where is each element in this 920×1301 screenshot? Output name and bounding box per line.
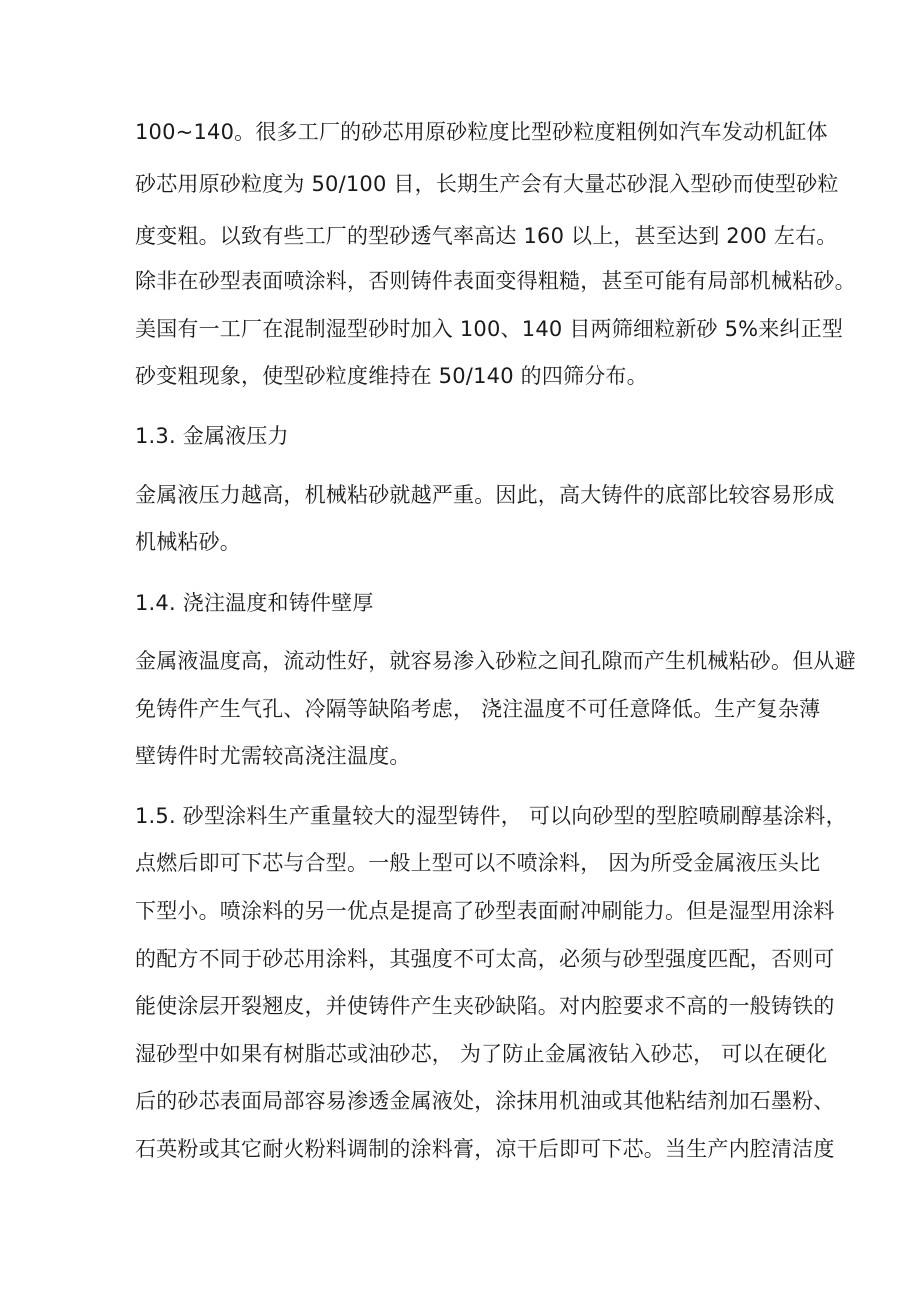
paragraph-line: 下型小。喷涂料的另一优点是提高了砂型表面耐冲刷能力。但是湿型用涂料 bbox=[135, 899, 835, 923]
section-heading: 1.4. 浇注温度和铸件壁厚 bbox=[135, 591, 374, 615]
paragraph-line: 度变粗。以致有些工厂的型砂透气率高达 160 以上，甚至达到 200 左右。 bbox=[135, 224, 838, 248]
paragraph-line: 除非在砂型表面喷涂料，否则铸件表面变得粗糙，甚至可能有局部机械粘砂。 bbox=[135, 269, 856, 293]
paragraph-line: 金属液温度高，流动性好，就容易渗入砂粒之间孔隙而产生机械粘砂。但从避 bbox=[135, 649, 856, 673]
paragraph-line: 机械粘砂。 bbox=[135, 530, 241, 554]
paragraph-line: 能使涂层开裂翘皮，并使铸件产生夹砂缺陷。对内腔要求不高的一般铸铁的 bbox=[135, 994, 835, 1018]
paragraph-line: 美国有一工厂在混制湿型砂时加入 100、140 目两筛细粒新砂 5%来纠正型 bbox=[135, 317, 844, 341]
paragraph-line: 100~140。很多工厂的砂芯用原砂粒度比型砂粒度粗例如汽车发动机缸体 bbox=[135, 120, 828, 144]
paragraph-line: 壁铸件时尤需较高浇注温度。 bbox=[135, 744, 411, 768]
section-heading: 1.3. 金属液压力 bbox=[135, 424, 289, 448]
paragraph-line: 金属液压力越高，机械粘砂就越严重。因此，高大铸件的底部比较容易形成 bbox=[135, 483, 835, 507]
paragraph-line: 砂变粗现象，使型砂粒度维持在 50/140 的四筛分布。 bbox=[135, 364, 648, 388]
section-heading: 1.5. 砂型涂料生产重量较大的湿型铸件， 可以向砂型的型腔喷刷醇基涂料， bbox=[135, 804, 847, 828]
paragraph-line: 湿砂型中如果有树脂芯或油砂芯， 为了防止金属液钻入砂芯， 可以在硬化 bbox=[135, 1042, 828, 1066]
paragraph-line: 点燃后即可下芯与合型。一般上型可以不喷涂料， 因为所受金属液压头比 bbox=[135, 851, 821, 875]
paragraph-line: 后的砂芯表面局部容易渗透金属液处，涂抹用机油或其他粘结剂加石墨粉、 bbox=[135, 1089, 835, 1113]
paragraph-line: 的配方不同于砂芯用涂料，其强度不可太高，必须与砂型强度匹配，否则可 bbox=[135, 947, 835, 971]
paragraph-line: 石英粉或其它耐火粉料调制的涂料膏，凉干后即可下芯。当生产内腔清洁度 bbox=[135, 1137, 835, 1161]
paragraph-line: 免铸件产生气孔、冷隔等缺陷考虑， 浇注温度不可任意降低。生产复杂薄 bbox=[135, 697, 821, 721]
paragraph-line: 砂芯用原砂粒度为 50/100 目，长期生产会有大量芯砂混入型砂而使型砂粒 bbox=[135, 172, 839, 196]
